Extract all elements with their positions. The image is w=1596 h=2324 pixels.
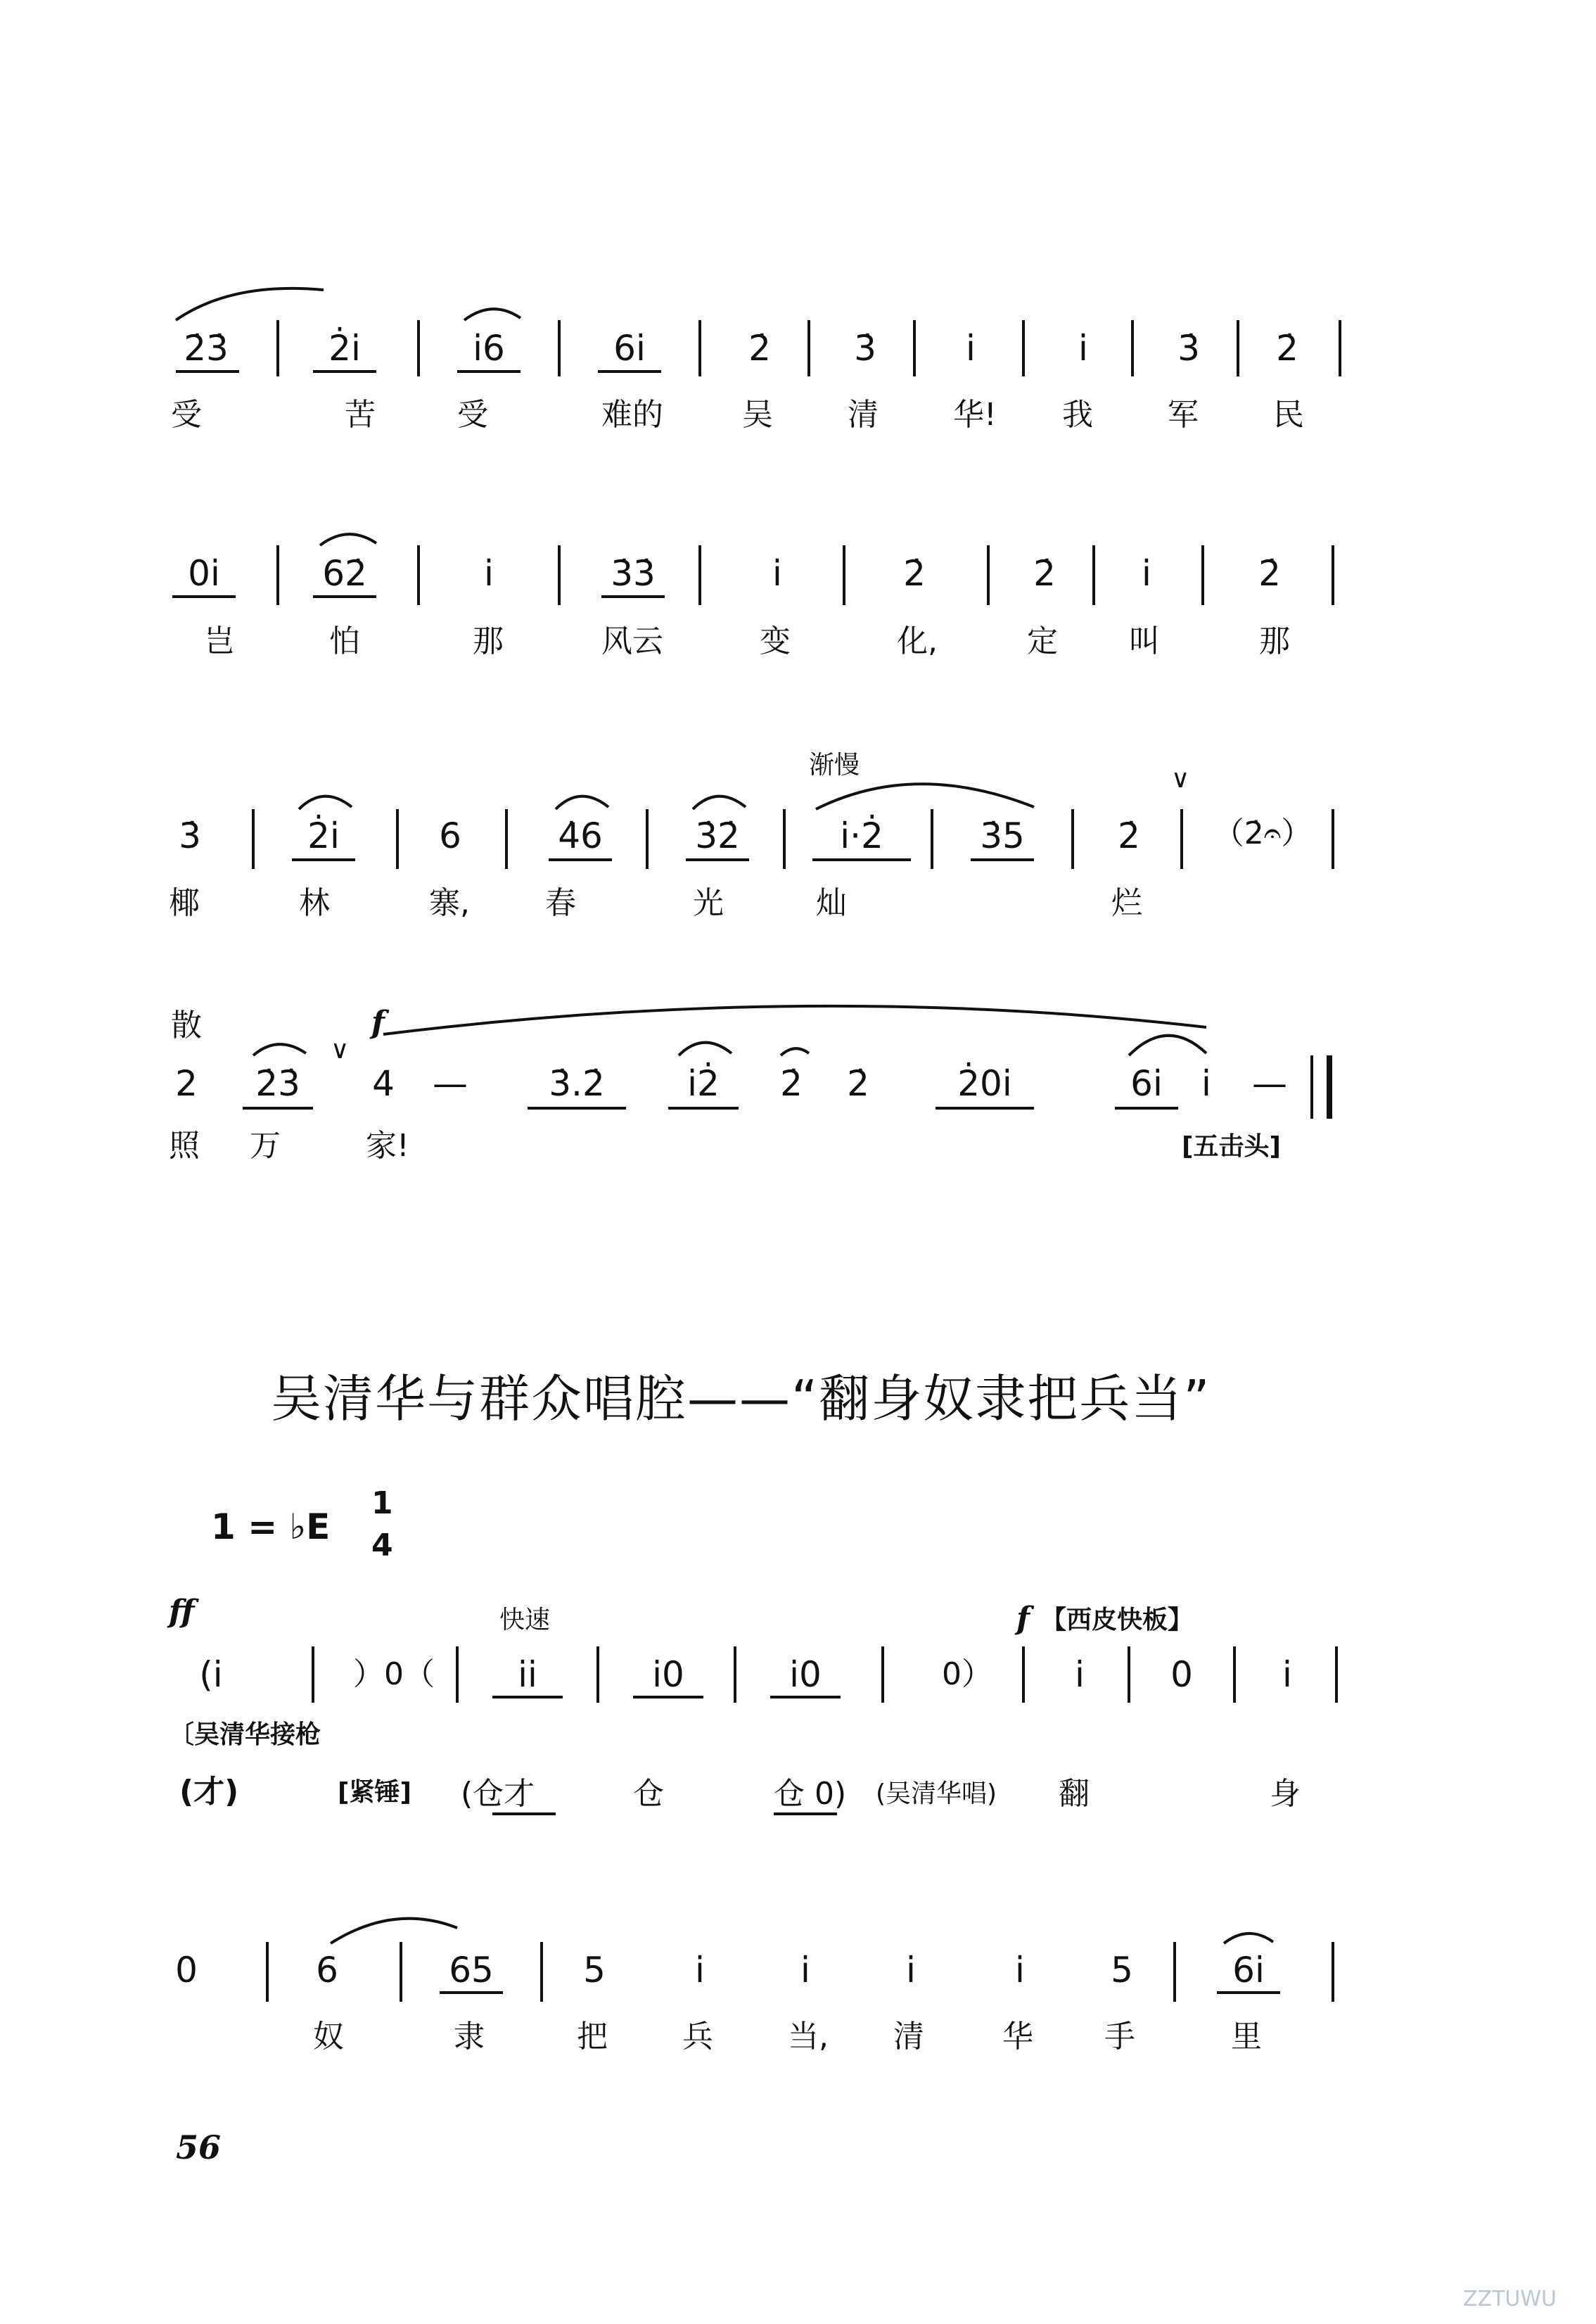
key-signature: 1 = ♭E bbox=[211, 1506, 331, 1547]
s1-r3-note: 6 bbox=[439, 815, 461, 856]
s1-r3-note: 3̇5 bbox=[980, 815, 1025, 856]
s2-r2-note: 5 bbox=[583, 1950, 606, 1990]
free-tempo-mark: 散 bbox=[171, 1008, 202, 1043]
s1-r1-lyric: 我 bbox=[1062, 397, 1093, 433]
s2-r1-perc: 仓 bbox=[633, 1776, 664, 1812]
s2-r2-note: 0 bbox=[175, 1950, 198, 1990]
s2-r2-note: i̇ bbox=[695, 1950, 705, 1990]
s1-r2-lyric: 定 bbox=[1027, 623, 1058, 659]
s1-r2-lyric: 化, bbox=[897, 623, 938, 659]
s1-r1-note: i̇6 bbox=[473, 328, 505, 369]
s2-r1-note: i̇0 bbox=[789, 1654, 822, 1695]
s1-r3-lyric: 寨, bbox=[429, 885, 470, 921]
s1-r3-note: 3̇2̇ bbox=[695, 815, 740, 856]
s2-r1-lyric: 身 bbox=[1270, 1776, 1301, 1812]
s2-r1-perc: 仓 0) bbox=[774, 1776, 847, 1812]
s1-r2-note: 3̇3̇ bbox=[611, 553, 656, 594]
s1-r1-lyric: 受 bbox=[171, 397, 202, 433]
s1-r4-note: 2 bbox=[175, 1063, 198, 1104]
s1-r1-lyric: 华! bbox=[953, 397, 997, 433]
dynamic-forte: f bbox=[1016, 1601, 1030, 1637]
s1-r1-note: 3̇ bbox=[854, 328, 876, 369]
s1-r2-note: 2̇ bbox=[1033, 553, 1056, 594]
s1-r3-note: i̇·2̇ bbox=[840, 815, 883, 856]
s1-r1-lyric: 清 bbox=[848, 397, 879, 433]
s2-r2-note: i̇ bbox=[906, 1950, 916, 1990]
s1-r4-note: 2̇3̇ bbox=[255, 1063, 300, 1104]
tempo-mark-slowing: 渐慢 bbox=[809, 751, 860, 780]
s2-r1-note: i̇i̇ bbox=[518, 1654, 537, 1695]
s1-r1-lyric: 苦 bbox=[345, 397, 376, 433]
s1-r4-lyric: 家! bbox=[366, 1128, 409, 1164]
s2-r1-perc: (吴清华唱) bbox=[876, 1779, 997, 1808]
s1-r2-lyric: 那 bbox=[1259, 623, 1290, 659]
s1-r3-lyric: 灿 bbox=[816, 885, 847, 921]
s2-r1-note: ）0（ bbox=[353, 1656, 435, 1692]
s2-r2-lyric: 把 bbox=[577, 2019, 608, 2055]
s1-r2-note: 62̇ bbox=[322, 553, 367, 594]
s1-r4-note: 3̇.2̇ bbox=[549, 1063, 605, 1104]
s1-r2-note: i̇ bbox=[1142, 553, 1151, 594]
s2-r1-note: 0） bbox=[942, 1656, 992, 1692]
percussion-cue: [五击头] bbox=[1182, 1132, 1281, 1161]
tempo-mark-fast: 快速 bbox=[499, 1606, 551, 1634]
s1-r2-lyric: 怕 bbox=[329, 623, 360, 659]
s2-r2-note: i̇ bbox=[800, 1950, 810, 1990]
s2-r1-note: 0 bbox=[1170, 1654, 1193, 1695]
s2-r2-lyric: 奴 bbox=[313, 2019, 344, 2055]
s1-r3-lyric: 烂 bbox=[1111, 885, 1142, 921]
s1-r3-lyric: 光 bbox=[693, 885, 724, 921]
s1-r2-note: 0i̇ bbox=[188, 553, 220, 594]
breath-mark: ∨ bbox=[1171, 765, 1190, 794]
breath-mark: ∨ bbox=[331, 1036, 350, 1065]
s1-r2-lyric: 岂 bbox=[204, 623, 235, 659]
s2-r2-note: i̇ bbox=[1015, 1950, 1025, 1990]
s1-r1-note: 2̇i̇ bbox=[328, 328, 361, 369]
s1-r3-note: 3̇ bbox=[179, 815, 201, 856]
s2-r1-note: i̇ bbox=[1282, 1654, 1292, 1695]
s1-r3-note: 4̇6 bbox=[558, 815, 603, 856]
time-signature-top: 1 bbox=[371, 1485, 393, 1521]
s1-r4-note: — bbox=[1252, 1063, 1287, 1104]
s2-r1-note: i̇ bbox=[1075, 1654, 1085, 1695]
s1-r1-note: 2̇ bbox=[1276, 328, 1298, 369]
s1-r2-lyric: 那 bbox=[473, 623, 504, 659]
s1-r2-lyric: 风云 bbox=[601, 623, 663, 659]
s2-r1-perc: (仓才 bbox=[461, 1776, 535, 1812]
s1-r2-note: i̇ bbox=[484, 553, 494, 594]
s1-r3-lyric: 林 bbox=[299, 885, 330, 921]
s1-r4-note: 6i̇ bbox=[1130, 1063, 1163, 1104]
s1-r3-note: （2̇𝄐） bbox=[1213, 815, 1313, 851]
s2-r2-lyric: 华 bbox=[1002, 2019, 1033, 2055]
s2-r2-note: 6i̇ bbox=[1232, 1950, 1265, 1990]
s2-r1-note: (i̇ bbox=[199, 1654, 223, 1695]
s1-r3-lyric: 春 bbox=[545, 885, 576, 921]
s1-r1-lyric: 民 bbox=[1273, 397, 1304, 433]
s1-r4-lyric: 万 bbox=[250, 1128, 281, 1164]
dynamic-forte: f bbox=[371, 1005, 385, 1041]
s1-r4-note: i̇2̇ bbox=[687, 1063, 720, 1104]
s1-r1-note: 3̇ bbox=[1177, 328, 1200, 369]
s1-r3-lyric: 椰 bbox=[169, 885, 200, 921]
s2-r1-perc: (才) bbox=[179, 1774, 239, 1810]
s1-r2-lyric: 叫 bbox=[1129, 623, 1160, 659]
s1-r1-lyric: 吴 bbox=[742, 397, 773, 433]
s1-r4-note: 2̇0i̇ bbox=[957, 1063, 1012, 1104]
s1-r1-note: 2̇ bbox=[748, 328, 771, 369]
s1-r1-note: 6i̇ bbox=[613, 328, 646, 369]
aria-title: 吴清华与群众唱腔——“翻身奴隶把兵当” bbox=[271, 1369, 1211, 1428]
s2-r2-lyric: 隶 bbox=[454, 2019, 485, 2055]
s1-r4-note: — bbox=[433, 1063, 468, 1104]
s1-r1-note: i̇ bbox=[966, 328, 976, 369]
s1-r2-note: 2̇ bbox=[903, 553, 926, 594]
s1-r2-lyric: 变 bbox=[760, 623, 791, 659]
s2-r2-note: 65 bbox=[449, 1950, 494, 1990]
s1-r2-note: 2̇ bbox=[1258, 553, 1281, 594]
s1-r4-note: 4 bbox=[372, 1063, 395, 1104]
stage-cue: 〔吴清华接枪 bbox=[169, 1720, 321, 1749]
s1-r1-lyric: 军 bbox=[1168, 397, 1199, 433]
s1-r1-note: 2̇3̇ bbox=[184, 328, 229, 369]
s1-r1-note: i̇ bbox=[1078, 328, 1088, 369]
s1-r2-note: i̇ bbox=[772, 553, 782, 594]
s1-r1-lyric: 受 bbox=[457, 397, 488, 433]
s2-r2-lyric: 清 bbox=[893, 2019, 924, 2055]
s1-r3-note: 2̇i̇ bbox=[307, 815, 340, 856]
s2-r2-lyric: 里 bbox=[1231, 2019, 1262, 2055]
dynamic-fortissimo: ff bbox=[169, 1594, 195, 1630]
s2-r1-perc: [紧锤] bbox=[338, 1778, 411, 1807]
s1-r4-note: 2̇ bbox=[847, 1063, 869, 1104]
s2-r2-lyric: 手 bbox=[1104, 2019, 1135, 2055]
s2-r2-lyric: 兵 bbox=[682, 2019, 713, 2055]
s1-r3-note: 2̇ bbox=[1118, 815, 1140, 856]
s1-r4-note: i̇ bbox=[1201, 1063, 1211, 1104]
time-signature-bottom: 4 bbox=[371, 1528, 393, 1563]
watermark: ZZTUWU bbox=[1463, 2287, 1557, 2311]
banshi-label: 【西皮快板】 bbox=[1041, 1606, 1194, 1634]
s1-r4-note: 2̇ bbox=[780, 1063, 803, 1104]
s2-r1-lyric: 翻 bbox=[1059, 1776, 1090, 1812]
s2-r1-note: i̇0 bbox=[652, 1654, 684, 1695]
s1-r4-lyric: 照 bbox=[169, 1128, 200, 1164]
s1-r1-lyric: 难的 bbox=[601, 397, 663, 433]
s2-r2-note: 5 bbox=[1111, 1950, 1133, 1990]
page-number: 56 bbox=[176, 2128, 222, 2166]
s2-r2-lyric: 当, bbox=[788, 2019, 829, 2055]
s2-r2-note: 6 bbox=[316, 1950, 338, 1990]
